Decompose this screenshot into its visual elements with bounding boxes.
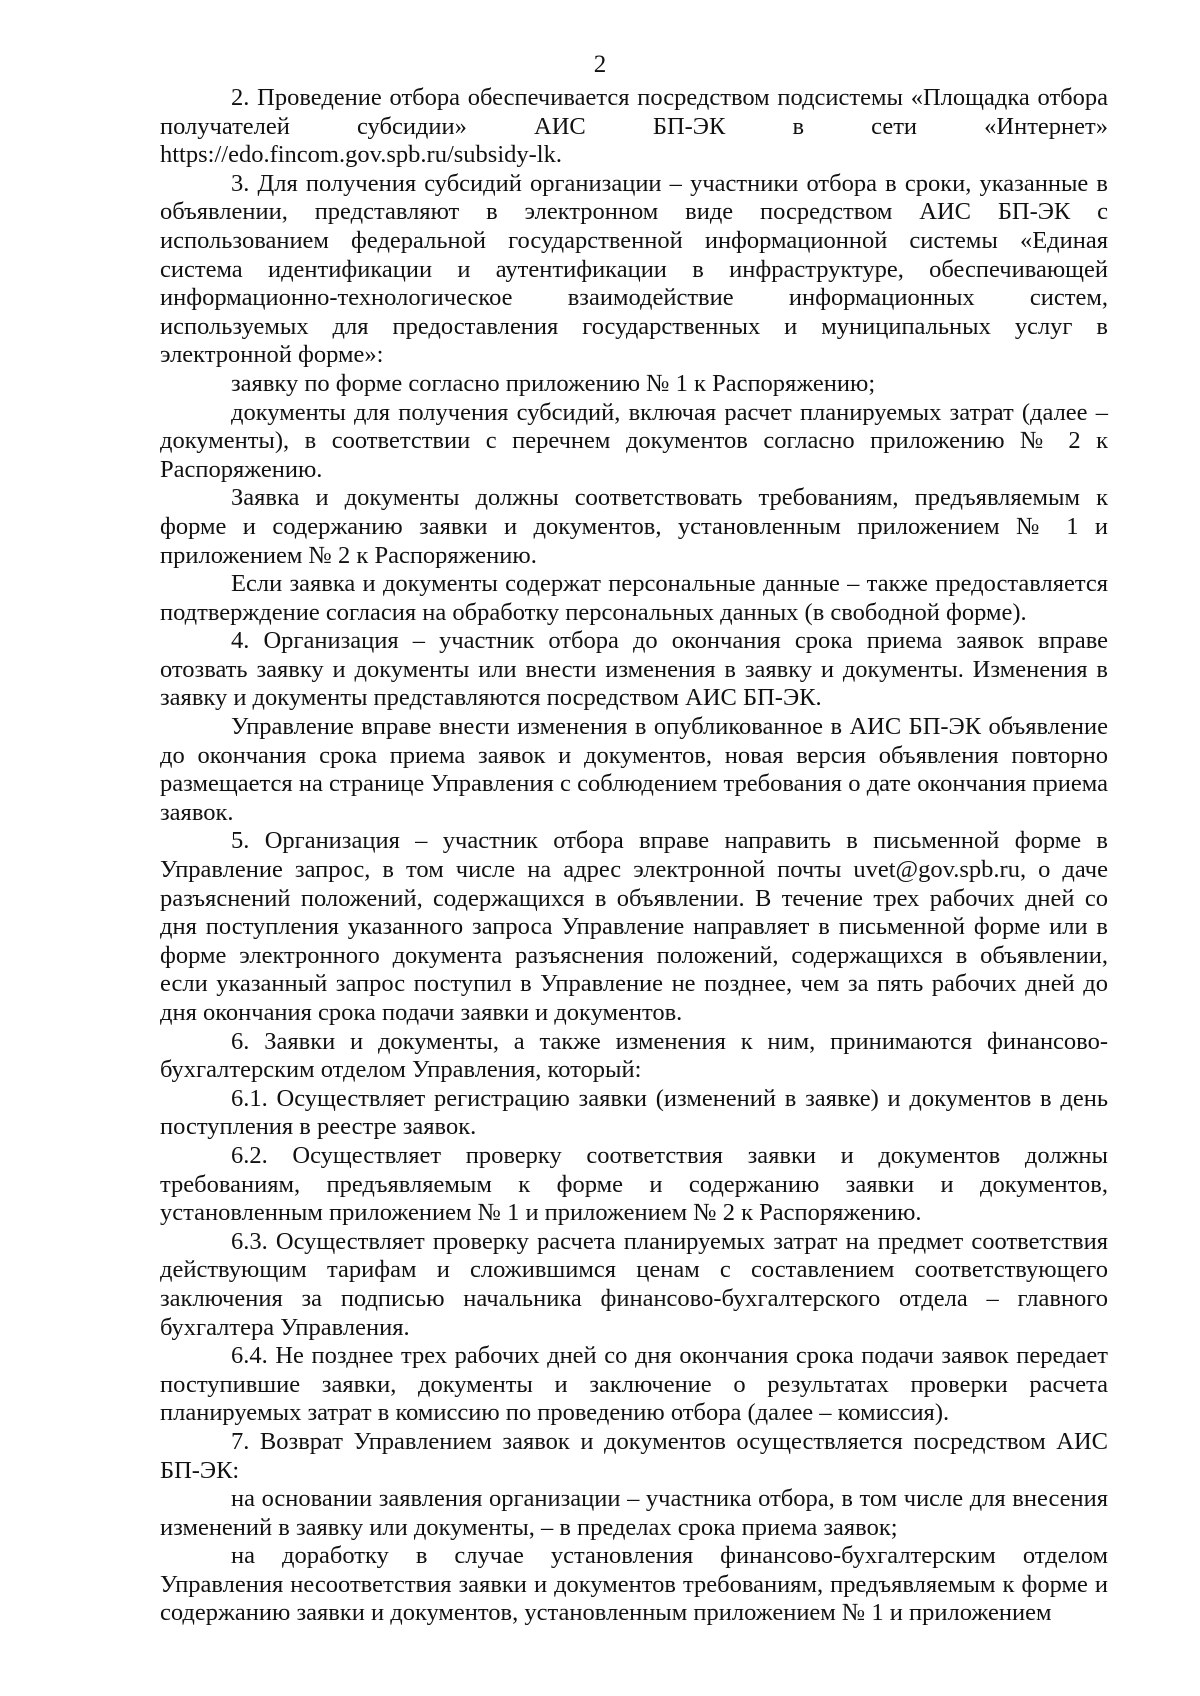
paragraph-requirements: Заявка и документы должны соответствовать требованиям, предъявляемым к форме и содержанию заявки и документов, установленным приложением № 1 и приложением № 2 к Распоряжению.: [160, 484, 1108, 569]
paragraph-3: 3. Для получения субсидий организации – участники отбора в сроки, указанные в объявлении, представляют в электронном виде посредством АИС БП-ЭК с использованием федеральной государственной информационной системы «Единая система идентификации и аутентификации в инфраструктуре, обеспечивающей информационно-технологическое взаимодействие информационных систем, используемых для предоставления государственных и муниципальных услуг в электронной форме»:: [160, 169, 1108, 369]
paragraph-7: 7. Возврат Управлением заявок и документов осуществляется посредством АИС БП-ЭК:: [160, 1427, 1108, 1484]
page-number: 2: [593, 51, 607, 78]
paragraph-personal-data: Если заявка и документы содержат персональные данные – также предоставляется подтверждение согласия на обработку персональных данных (в свободной форме).: [160, 570, 1108, 626]
paragraph-4-announcement: Управление вправе внести изменения в опубликованное в АИС БП-ЭК объявление до окончания срока приема заявок и документов, новая версия объявления повторно размещается на странице Управления с соблюдением требования о дате окончания приема заявок.: [160, 713, 1108, 826]
paragraph-4: 4. Организация – участник отбора до окончания срока приема заявок вправе отозвать заявку и документы или внести изменения в заявку и документы. Изменения в заявку и документы представляются посредством АИС БП-ЭК.: [160, 627, 1108, 712]
paragraph-6: 6. Заявки и документы, а также изменения к ним, принимаются финансово-бухгалтерским отделом Управления, который:: [160, 1027, 1108, 1084]
paragraph-7-item-request: на основании заявления организации – участника отбора, в том числе для внесения изменений в заявку или документы, – в пределах срока приема заявок;: [160, 1485, 1108, 1541]
paragraph-6-2: 6.2. Осуществляет проверку соответствия заявки и документов должны требованиям, предъявляемым к форме и содержанию заявки и документов, установленным приложением № 1 и приложением № 2 к Распоряжению.: [160, 1141, 1108, 1227]
document-body: [160, 84, 1108, 1628]
paragraph-6-3: 6.3. Осуществляет проверку расчета планируемых затрат на предмет соответствия действующим тарифам и сложившимся ценам с составлением соответствующего заключения за подписью начальника финансово-бухгалтерского отдела – главного бухгалтера Управления.: [160, 1227, 1108, 1341]
paragraph-6-1: 6.1. Осуществляет регистрацию заявки (изменений в заявке) и документов в день поступления в реестре заявок.: [160, 1084, 1108, 1141]
paragraph-3-item-application: заявку по форме согласно приложению № 1 к Распоряжению;: [231, 369, 876, 397]
paragraph-3-item-documents: документы для получения субсидий, включая расчет планируемых затрат (далее – документы), в соответствии с перечнем документов согласно приложению № 2 к Распоряжению.: [160, 398, 1108, 483]
paragraph-6-4: 6.4. Не позднее трех рабочих дней со дня окончания срока подачи заявок передает поступившие заявки, документы и заключение о результатах проверки расчета планируемых затрат в комиссию по проведению отбора (далее – комиссия).: [160, 1342, 1108, 1427]
paragraph-5: 5. Организация – участник отбора вправе направить в письменной форме в Управление запрос, в том числе на адрес электронной почты uvet@gov.spb.ru, о даче разъяснений положений, содержащихся в объявлении. В течение трех рабочих дней со дня поступления указанного запроса Управление направляет в письменной форме или в форме электронного документа разъяснения положений, содержащихся в объявлении, если указанный запрос поступил в Управление не позднее, чем за пять рабочих дней до дня окончания срока подачи заявки и документов.: [160, 827, 1108, 1026]
paragraph-2: 2. Проведение отбора обеспечивается посредством подсистемы «Площадка отбора получателей субсидии» АИС БП-ЭК в сети «Интернет» https://edo.fincom.gov.spb.ru/subsidy-lk.: [160, 84, 1108, 169]
paragraph-7-item-revision: на доработку в случае установления финансово-бухгалтерским отделом Управления несоответствия заявки и документов требованиям, предъявляемым к форме и содержанию заявки и документов, установленным приложением № 1 и приложением: [160, 1542, 1108, 1627]
